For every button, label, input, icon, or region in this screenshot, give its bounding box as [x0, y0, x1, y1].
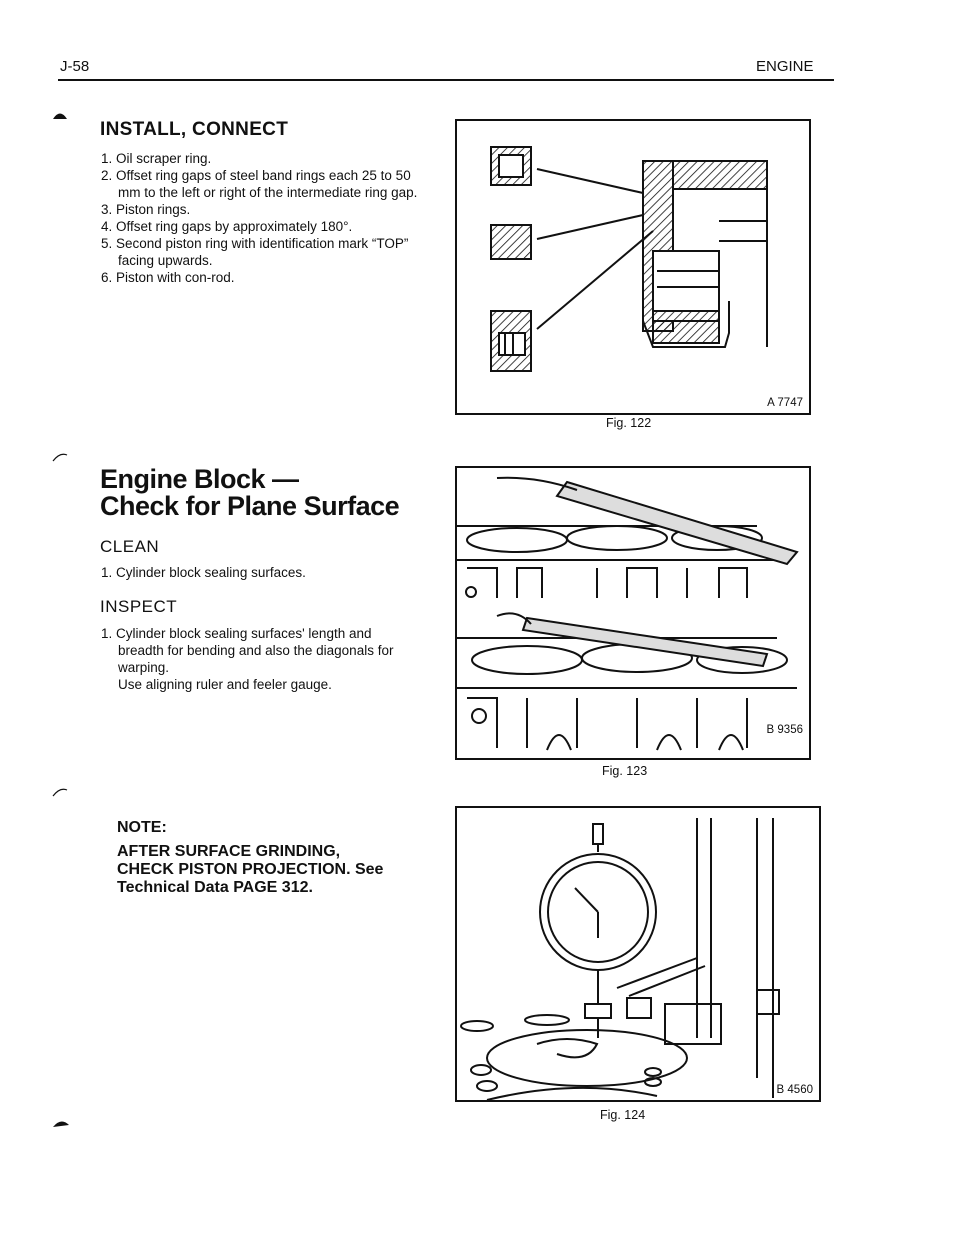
block-ruler-illustration [457, 468, 809, 758]
figure-caption: Fig. 122 [606, 416, 652, 430]
inspect-extra: Use aligning ruler and feeler gauge. [118, 677, 332, 692]
list-item: 6. Piston with con-rod. [101, 270, 235, 285]
margin-mark [52, 110, 68, 120]
list-item: 5. Second piston ring with identification mark “TOP” facing upwards. [101, 236, 409, 268]
dial-gauge-illustration [457, 808, 819, 1100]
margin-mark [52, 452, 68, 462]
list-item: 1. Cylinder block sealing surfaces. [101, 565, 306, 580]
figure-caption: Fig. 123 [602, 764, 648, 778]
install-list [101, 150, 426, 286]
margin-mark [52, 787, 68, 797]
inspect-list [101, 625, 416, 676]
install-heading: INSTALL, CONNECT [100, 119, 289, 140]
list-item: 2. Offset ring gaps of steel band rings each 25 to 50 mm to the left or right of the intermediate ring gap. [101, 168, 418, 200]
figure-caption: Fig. 124 [600, 1108, 646, 1122]
figure-123-block-flatness [455, 466, 811, 760]
clean-list [101, 564, 421, 581]
figure-code: B 9356 [766, 724, 803, 736]
clean-heading: CLEAN [100, 537, 160, 556]
header-rule [58, 79, 834, 81]
figure-124-dial-gauge [455, 806, 821, 1102]
list-item: 4. Offset ring gaps by approximately 180°. [101, 219, 353, 234]
engine-block-heading: Engine Block — Check for Plane Surface [100, 464, 400, 521]
note-text: AFTER SURFACE GRINDING, CHECK PISTON PROJECTION. See Technical Data PAGE 312. [117, 843, 384, 896]
list-item: 3. Piston rings. [101, 202, 191, 217]
figure-code: A 7747 [767, 397, 803, 409]
list-item: 1. Cylinder block sealing surfaces' length and breadth for bending and also the diagonals for warping. [101, 626, 394, 675]
piston-ring-illustration [457, 121, 809, 413]
section-title: ENGINE [756, 58, 814, 75]
list-item: 1. Oil scraper ring. [101, 151, 212, 166]
figure-122-piston-rings [455, 119, 811, 415]
figure-code: B 4560 [776, 1084, 813, 1096]
inspect-heading: INSPECT [100, 597, 178, 616]
page-number: J-58 [60, 58, 90, 75]
margin-mark [52, 1118, 70, 1128]
note-label: NOTE: [117, 819, 167, 836]
